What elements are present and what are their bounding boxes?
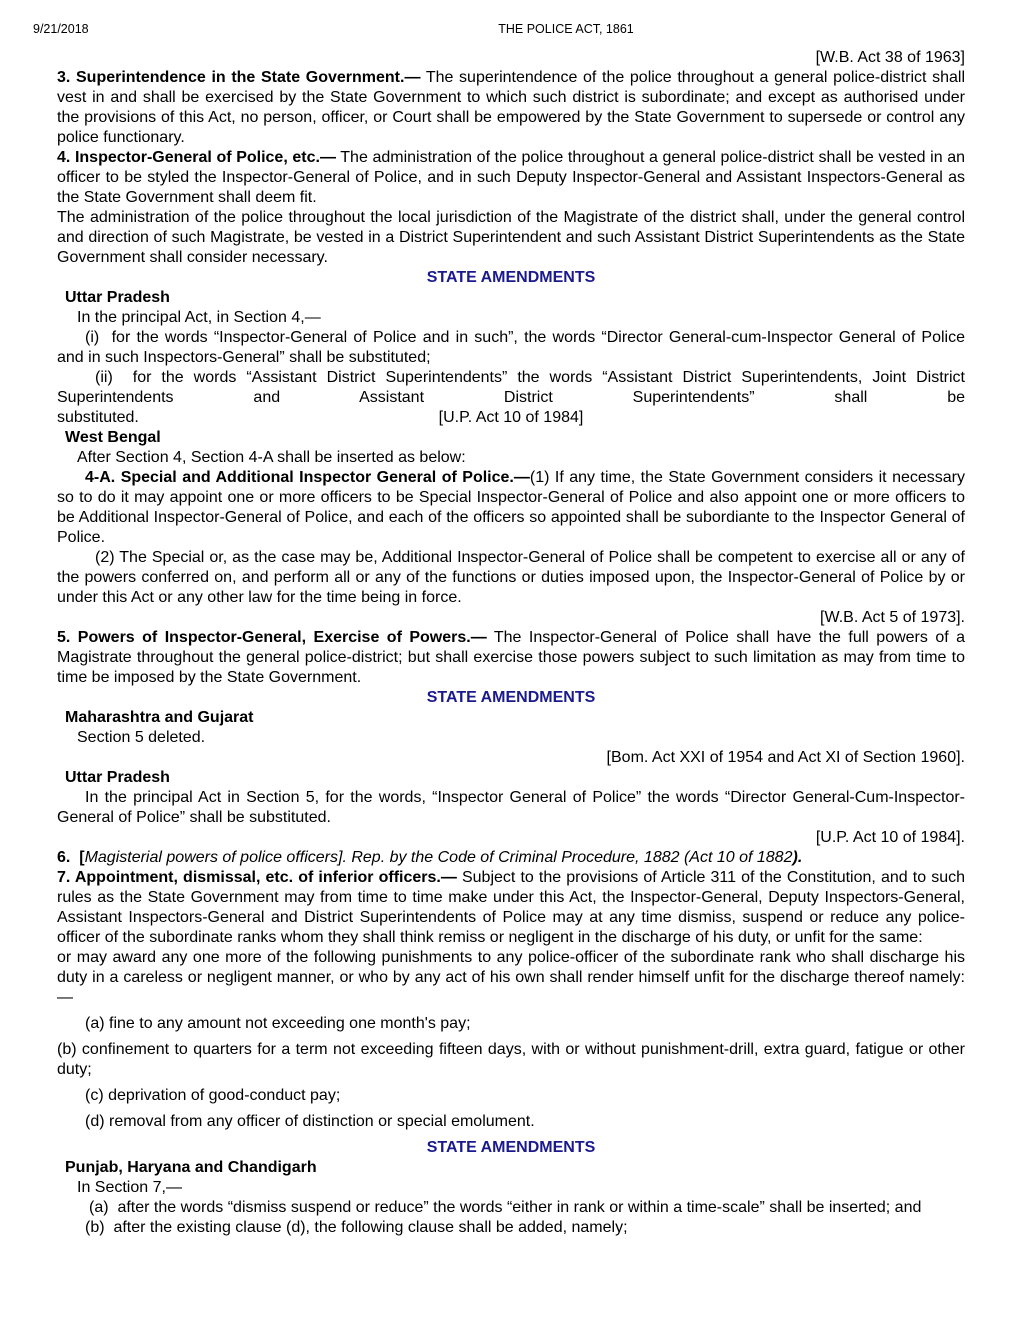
text-run: (b) confinement to quarters for a term not exceeding fifteen days, with or without punishment-drill, extra guard, fatigue or other duty; — [57, 1041, 965, 1078]
text-run: In Section 7,— — [77, 1179, 182, 1196]
act-reference-up-1984 — [57, 828, 965, 848]
text-run: 7. Appointment, dismissal, etc. of inferior officers.— — [57, 869, 457, 886]
text-run: STATE AMENDMENTS — [426, 269, 596, 286]
text-run: or may award any one more of the following punishments to any police-officer of the subordinate rank who shall discharge his duty in a careless or negligent manner, or who by any act of his own shall render himself unfit for the discharge thereof namely:— — [57, 949, 965, 1006]
up-amendment-clause-ii-end — [57, 408, 965, 428]
punishment-item-c — [57, 1086, 965, 1106]
text-run: Section 5 deleted. — [77, 729, 206, 746]
mg-amendment-note — [57, 728, 965, 748]
page-header — [33, 22, 965, 37]
text-run: [Bom. Act XXI of 1954 and Act XI of Section 1960]. — [606, 749, 965, 766]
document-body — [57, 48, 965, 1238]
state-heading-maharashtra-gujarat — [57, 708, 965, 728]
act-reference-inline: [U.P. Act 10 of 1984] — [438, 409, 584, 426]
act-reference-wb-1963 — [57, 48, 965, 68]
wb-amendment-intro — [57, 448, 965, 468]
section-7-paragraph — [57, 868, 965, 948]
text-run: 6. [ — [57, 849, 85, 866]
text-run: The administration of the police throughout the local jurisdiction of the Magistrate of the district shall, under the general control and direction of such Magistrate, be vested in a District Superintendent and such Assistant District Superintendents as the State Government shall consider necessary. — [57, 209, 965, 266]
text-run: (b) after the existing clause (d), the following clause shall be added, namely; — [85, 1219, 628, 1236]
text-run: (a) fine to any amount not exceeding one month's pay; — [85, 1015, 471, 1032]
text-run: In the principal Act, in Section 4,— — [77, 309, 321, 326]
state-heading-punjab-haryana-chandigarh — [57, 1158, 965, 1178]
section-4a-paragraph — [57, 468, 965, 548]
state-heading-uttar-pradesh — [57, 288, 965, 308]
text-run: 4. Inspector-General of Police, etc.— — [57, 149, 336, 166]
punishment-item-b — [57, 1040, 965, 1080]
state-heading-uttar-pradesh-2 — [57, 768, 965, 788]
text-run: Maharashtra and Gujarat — [65, 709, 254, 726]
text-run: STATE AMENDMENTS — [426, 689, 596, 706]
text-run: Uttar Pradesh — [65, 289, 170, 306]
text-run: Magisterial powers of police officers]. Rep. by the Code of Criminal Procedure, 1882 (Act 10 of 1882 — [84, 849, 793, 866]
section-5-paragraph — [57, 628, 965, 688]
up-amendment-section-5 — [57, 788, 965, 828]
section-7-paragraph-2 — [57, 948, 965, 1008]
section-4-paragraph — [57, 148, 965, 208]
up-amendment-clause-i — [57, 328, 965, 368]
document-title: THE POLICE ACT, 1861 — [498, 22, 634, 36]
text-run: 5. Powers of Inspector-General, Exercise of Powers.— — [57, 629, 487, 646]
state-amendments-heading — [57, 1138, 965, 1158]
text-run: (c) deprivation of good-conduct pay; — [85, 1087, 341, 1104]
section-6-paragraph — [57, 848, 965, 868]
act-reference-wb-1973 — [57, 608, 965, 628]
text-run: The superintendence of the police throughout a general police-district shall vest in and shall be exercised by the State Government to which such district is subordinate; and except as authorised under the provisions of this Act, no person, officer, or Court shall be empowered by the State Government to supersede or control any police functionary. — [57, 69, 966, 146]
section-4-paragraph-2 — [57, 208, 965, 268]
text-run: (i) for the words “Inspector-General of Police and in such”, the words “Director General-cum-Inspector General of Police and in such Inspectors-General” shall be substituted; — [57, 329, 965, 366]
text-run: The administration of the police throughout a general police-district shall be vested in an officer to be styled the Inspector-General of Police, and in such Deputy Inspector-General and Assistant Inspectors-General as the State Government shall deem fit. — [57, 149, 965, 206]
state-amendments-heading — [57, 268, 965, 288]
text-run: (ii) for the words “Assistant District Superintendents” the words “Assistant District Superintendents, Joint District Superintendents and Assistant District Superintendents” shall be — [57, 369, 965, 406]
text-run: (2) The Special or, as the case may be, Additional Inspector-General of Police shall be competent to exercise all or any of the powers conferred on, and perform all or any of the functions or duties imposed upon, the Inspector-General of Police by or under this Act or any other law for the time being in force. — [57, 549, 965, 606]
text-run: In the principal Act in Section 5, for the words, “Inspector General of Police” the words “Director General-Cum-Inspector-General of Police” shall be substituted. — [57, 789, 965, 826]
text-run: ). — [792, 849, 803, 866]
state-heading-west-bengal — [57, 428, 965, 448]
text-run: West Bengal — [65, 429, 161, 446]
text-run: 4-A. Special and Additional Inspector General of Police.— — [85, 469, 530, 486]
state-amendments-heading — [57, 688, 965, 708]
up-amendment-intro — [57, 308, 965, 328]
print-date: 9/21/2018 — [33, 22, 89, 36]
phc-amendment-intro — [57, 1178, 965, 1198]
up-amendment-clause-ii — [57, 368, 965, 408]
punishment-item-a — [57, 1014, 965, 1034]
text-run: (d) removal from any officer of distinction or special emolument. — [85, 1113, 535, 1130]
text-run: [U.P. Act 10 of 1984]. — [815, 829, 965, 846]
text-run: 3. Superintendence in the State Government.— — [57, 69, 421, 86]
section-4a-paragraph-2 — [57, 548, 965, 608]
text-run: [W.B. Act 5 of 1973]. — [820, 609, 965, 626]
text-run: After Section 4, Section 4-A shall be inserted as below: — [77, 449, 466, 466]
punishment-item-d — [57, 1112, 965, 1132]
text-run: Punjab, Haryana and Chandigarh — [65, 1159, 317, 1176]
text-run: Uttar Pradesh — [65, 769, 170, 786]
text-run: [W.B. Act 38 of 1963] — [815, 49, 965, 66]
text-run: The Inspector-General of Police shall have the full powers of a Magistrate throughout the general police-district; but shall exercise those powers subject to such limitation as may from time to time be imposed by the State Government. — [57, 629, 966, 686]
phc-amendment-clause-b — [57, 1218, 965, 1238]
section-3-paragraph — [57, 68, 965, 148]
text-run: STATE AMENDMENTS — [426, 1139, 596, 1156]
act-reference-bom — [57, 748, 965, 768]
text-run: substituted. — [57, 409, 139, 426]
phc-amendment-clause-a — [65, 1198, 965, 1218]
text-run: (1) If any time, the State Government considers it necessary so to do it may appoint one or more officers to be Special Inspector-General of Police and also appoint one or more officers to be Additional Inspector-General of Police, and each of the officers so appointed shall be subordiante to the Inspector General of Police. — [57, 469, 965, 546]
text-run: (a) after the words “dismiss suspend or reduce” the words “either in rank or within a time-scale” shall be inserted; and — [89, 1199, 922, 1216]
text-run: Subject to the provisions of Article 311 of the Constitution, and to such rules as the State Government may from time to time make under this Act, the Inspector-General, Deputy Inspectors-General, Assistant Inspectors-General and District Superintendents of Police may at any time dismiss, suspend or reduce any police-officer of the subordinate ranks whom they shall think remiss or negligent in the discharge of his duty, or unfit for the same: — [57, 869, 965, 946]
